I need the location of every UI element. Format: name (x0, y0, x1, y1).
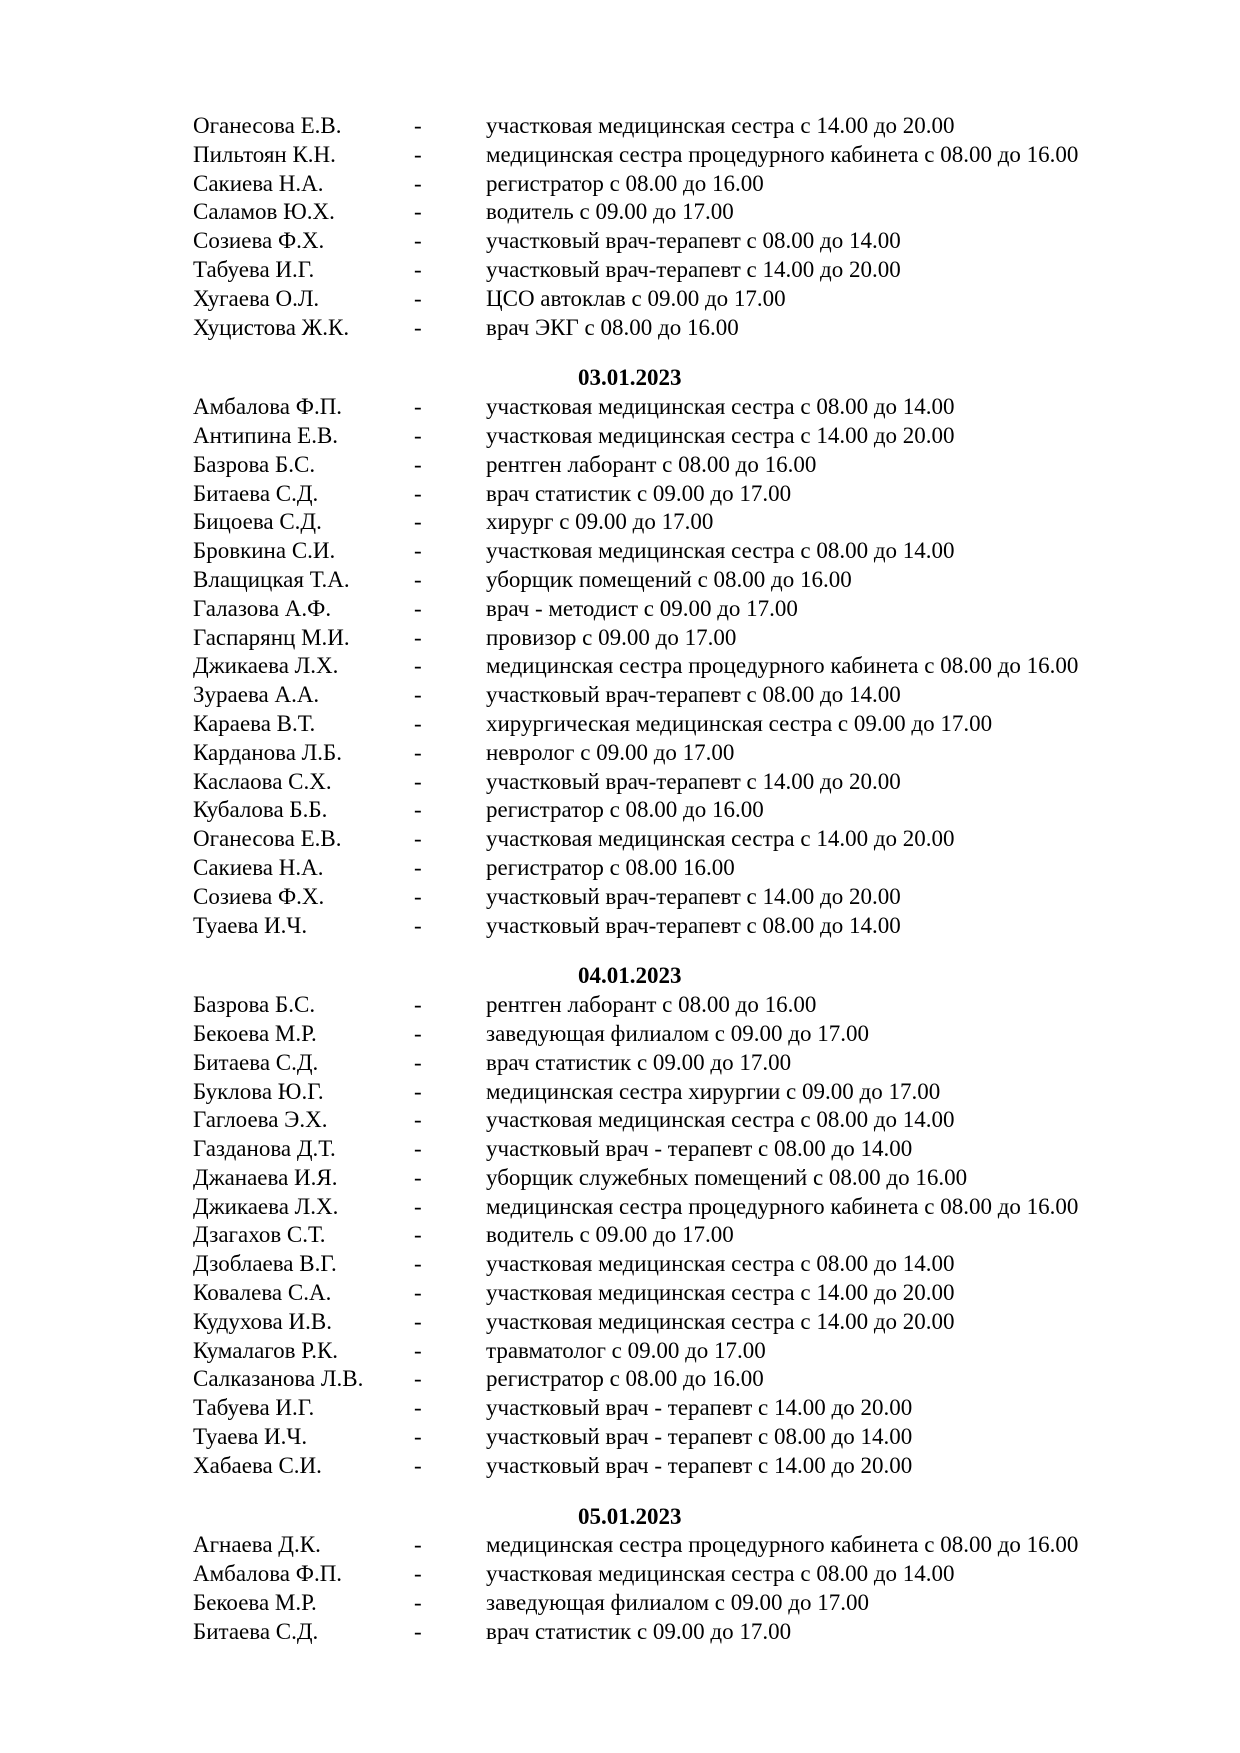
separator-dash: - (414, 113, 422, 138)
position-and-hours: участковая медицинская сестра с 08.00 до 14.00 (486, 538, 955, 564)
separator-dash: - (414, 422, 422, 448)
employee-name: Дзоблаева В.Г. (193, 1251, 337, 1277)
employee-name: Хуцистова Ж.К. (193, 314, 350, 340)
employee-name: Агнаева Д.К. (193, 1532, 321, 1558)
separator-dash: - (414, 653, 422, 679)
separator-dash: - (414, 566, 422, 592)
separator-dash: - (414, 1107, 422, 1133)
position-and-hours: участковая медицинская сестра с 14.00 до 20.00 (486, 113, 955, 138)
schedule-row (0, 1423, 1240, 1452)
position-and-hours: ЦСО автоклав с 09.00 до 17.00 (486, 285, 786, 311)
position-and-hours: врач ЭКГ с 08.00 до 16.00 (486, 314, 739, 340)
separator-dash: - (414, 1452, 422, 1478)
position-and-hours: участковый врач - терапевт с 08.00 до 14.00 (486, 1424, 913, 1450)
schedule-row (0, 508, 1240, 537)
position-and-hours: уборщик помещений с 08.00 до 16.00 (486, 566, 852, 592)
employee-name: Галазова А.Ф. (193, 595, 332, 621)
employee-name: Табуева И.Г. (193, 1395, 315, 1421)
separator-dash: - (414, 1532, 422, 1558)
employee-name: Амбалова Ф.П. (193, 1561, 343, 1587)
position-and-hours: врач статистик с 09.00 до 17.00 (486, 480, 792, 506)
schedule-row (0, 1394, 1240, 1423)
schedule-row (0, 422, 1240, 451)
employee-name: Карданова Л.Б. (193, 739, 342, 765)
separator-dash: - (414, 854, 422, 880)
schedule-row (0, 170, 1240, 199)
schedule-row (0, 256, 1240, 285)
position-and-hours: участковая медицинская сестра с 08.00 до 14.00 (486, 1107, 955, 1133)
separator-dash: - (414, 797, 422, 823)
separator-dash: - (414, 480, 422, 506)
schedule-row (0, 1308, 1240, 1337)
employee-name: Хугаева О.Л. (193, 285, 320, 311)
schedule-row (0, 1221, 1240, 1250)
position-and-hours: невролог с 09.00 до 17.00 (486, 739, 735, 765)
schedule-row (0, 480, 1240, 509)
schedule-row (0, 796, 1240, 825)
position-and-hours: рентген лаборант с 08.00 до 16.00 (486, 451, 817, 477)
employee-name: Туаева И.Ч. (193, 1424, 308, 1450)
employee-name: Ковалева С.А. (193, 1280, 332, 1306)
schedule-row (0, 1560, 1240, 1589)
employee-name: Пильтоян К.Н. (193, 141, 336, 167)
employee-name: Джанаева И.Я. (193, 1164, 338, 1190)
employee-name: Кудухова И.В. (193, 1308, 332, 1334)
position-and-hours: участковый врач - терапевт с 14.00 до 20.00 (486, 1452, 913, 1478)
schedule-row (0, 825, 1240, 854)
position-and-hours: медицинская сестра процедурного кабинета с 08.00 до 16.00 (486, 141, 1079, 167)
employee-name: Гаспарянц М.И. (193, 624, 350, 650)
separator-dash: - (414, 1366, 422, 1392)
schedule-row (0, 652, 1240, 681)
position-and-hours: участковый врач - терапевт с 14.00 до 20.00 (486, 1395, 913, 1421)
position-and-hours: медицинская сестра процедурного кабинета с 08.00 до 16.00 (486, 1532, 1079, 1558)
duty-schedule-page (0, 112, 1240, 1647)
position-and-hours: медицинская сестра процедурного кабинета с 08.00 до 16.00 (486, 1193, 1079, 1219)
schedule-row (0, 1452, 1240, 1481)
separator-dash: - (414, 826, 422, 852)
date-heading: 05.01.2023 (578, 1503, 682, 1529)
schedule-row (0, 768, 1240, 797)
position-and-hours: регистратор с 08.00 до 16.00 (486, 1366, 764, 1392)
schedule-row (0, 451, 1240, 480)
schedule-row (0, 1531, 1240, 1560)
schedule-row (0, 681, 1240, 710)
schedule-row (0, 1106, 1240, 1135)
position-and-hours: травматолог с 09.00 до 17.00 (486, 1337, 766, 1363)
position-and-hours: заведующая филиалом с 09.00 до 17.00 (486, 1020, 869, 1046)
schedule-row (0, 198, 1240, 227)
position-and-hours: участковая медицинская сестра с 14.00 до 20.00 (486, 826, 955, 852)
separator-dash: - (414, 1280, 422, 1306)
position-and-hours: хирург с 09.00 до 17.00 (486, 509, 714, 535)
position-and-hours: регистратор с 08.00 16.00 (486, 854, 735, 880)
separator-dash: - (414, 199, 422, 225)
position-and-hours: регистратор с 08.00 до 16.00 (486, 170, 764, 196)
position-and-hours: участковая медицинская сестра с 14.00 до 20.00 (486, 422, 955, 448)
separator-dash: - (414, 1561, 422, 1587)
schedule-row (0, 991, 1240, 1020)
employee-name: Влащицкая Т.А. (193, 566, 350, 592)
position-and-hours: хирургическая медицинская сестра с 09.00 до 17.00 (486, 710, 993, 736)
separator-dash: - (414, 170, 422, 196)
position-and-hours: уборщик служебных помещений с 08.00 до 16.00 (486, 1164, 968, 1190)
schedule-row (0, 285, 1240, 314)
employee-name: Караева В.Т. (193, 710, 316, 736)
separator-dash: - (414, 1424, 422, 1450)
employee-name: Туаева И.Ч. (193, 912, 308, 938)
position-and-hours: участковая медицинская сестра с 08.00 до 14.00 (486, 394, 955, 420)
employee-name: Буклова Ю.Г. (193, 1078, 324, 1104)
schedule-day-block (0, 962, 1240, 1480)
employee-name: Бровкина С.И. (193, 538, 336, 564)
separator-dash: - (414, 912, 422, 938)
position-and-hours: участковая медицинская сестра с 14.00 до 20.00 (486, 1280, 955, 1306)
schedule-row (0, 883, 1240, 912)
separator-dash: - (414, 285, 422, 311)
position-and-hours: водитель с 09.00 до 17.00 (486, 199, 734, 225)
employee-name: Каслаова С.Х. (193, 768, 332, 794)
employee-name: Антипина Е.В. (193, 422, 339, 448)
position-and-hours: регистратор с 08.00 до 16.00 (486, 797, 764, 823)
date-heading: 04.01.2023 (578, 963, 682, 989)
separator-dash: - (414, 256, 422, 282)
employee-name: Сакиева Н.А. (193, 170, 324, 196)
employee-name: Салказанова Л.В. (193, 1366, 364, 1392)
schedule-row (0, 1337, 1240, 1366)
separator-dash: - (414, 1395, 422, 1421)
employee-name: Дзагахов С.Т. (193, 1222, 326, 1248)
schedule-row (0, 566, 1240, 595)
position-and-hours: рентген лаборант с 08.00 до 16.00 (486, 992, 817, 1018)
separator-dash: - (414, 710, 422, 736)
separator-dash: - (414, 1337, 422, 1363)
schedule-day-block (0, 112, 1240, 342)
schedule-row (0, 1135, 1240, 1164)
schedule-row (0, 1078, 1240, 1107)
employee-name: Созиева Ф.Х. (193, 228, 325, 254)
employee-name: Хабаева С.И. (193, 1452, 322, 1478)
schedule-day-block (0, 364, 1240, 940)
position-and-hours: участковый врач-терапевт с 14.00 до 20.00 (486, 768, 901, 794)
schedule-row (0, 1250, 1240, 1279)
schedule-row (0, 595, 1240, 624)
position-and-hours: участковая медицинская сестра с 08.00 до 14.00 (486, 1561, 955, 1587)
separator-dash: - (414, 451, 422, 477)
schedule-row (0, 1618, 1240, 1647)
schedule-row (0, 314, 1240, 343)
separator-dash: - (414, 992, 422, 1018)
employee-name: Базрова Б.С. (193, 451, 316, 477)
employee-name: Созиева Ф.Х. (193, 883, 325, 909)
separator-dash: - (414, 739, 422, 765)
separator-dash: - (414, 883, 422, 909)
separator-dash: - (414, 314, 422, 340)
position-and-hours: участковый врач-терапевт с 08.00 до 14.00 (486, 228, 901, 254)
schedule-row (0, 1020, 1240, 1049)
separator-dash: - (414, 1222, 422, 1248)
separator-dash: - (414, 1618, 422, 1644)
employee-name: Зураева А.А. (193, 682, 320, 708)
schedule-row (0, 624, 1240, 653)
employee-name: Оганесова Е.В. (193, 113, 342, 138)
employee-name: Гаглоева Э.Х. (193, 1107, 328, 1133)
schedule-row (0, 710, 1240, 739)
employee-name: Газданова Д.Т. (193, 1136, 336, 1162)
position-and-hours: провизор с 09.00 до 17.00 (486, 624, 737, 650)
employee-name: Кубалова Б.Б. (193, 797, 328, 823)
separator-dash: - (414, 1136, 422, 1162)
separator-dash: - (414, 394, 422, 420)
schedule-row (0, 854, 1240, 883)
separator-dash: - (414, 624, 422, 650)
date-heading: 03.01.2023 (578, 365, 682, 391)
position-and-hours: заведующая филиалом с 09.00 до 17.00 (486, 1590, 869, 1616)
separator-dash: - (414, 1020, 422, 1046)
schedule-row (0, 227, 1240, 256)
schedule-row (0, 1589, 1240, 1618)
employee-name: Табуева И.Г. (193, 256, 315, 282)
separator-dash: - (414, 1251, 422, 1277)
position-and-hours: врач статистик с 09.00 до 17.00 (486, 1618, 792, 1644)
position-and-hours: участковый врач-терапевт с 14.00 до 20.00 (486, 256, 901, 282)
employee-name: Джикаева Л.Х. (193, 653, 339, 679)
employee-name: Бицоева С.Д. (193, 509, 322, 535)
employee-name: Амбалова Ф.П. (193, 394, 343, 420)
separator-dash: - (414, 509, 422, 535)
separator-dash: - (414, 595, 422, 621)
schedule-row (0, 141, 1240, 170)
employee-name: Оганесова Е.В. (193, 826, 342, 852)
separator-dash: - (414, 141, 422, 167)
employee-name: Бекоева М.Р. (193, 1590, 317, 1616)
position-and-hours: участковый врач - терапевт с 08.00 до 14.00 (486, 1136, 913, 1162)
schedule-row (0, 739, 1240, 768)
schedule-row (0, 1164, 1240, 1193)
separator-dash: - (414, 1049, 422, 1075)
employee-name: Саламов Ю.Х. (193, 199, 335, 225)
schedule-day-block (0, 1503, 1240, 1647)
separator-dash: - (414, 228, 422, 254)
schedule-row (0, 1049, 1240, 1078)
schedule-row (0, 537, 1240, 566)
position-and-hours: водитель с 09.00 до 17.00 (486, 1222, 734, 1248)
position-and-hours: медицинская сестра хирургии с 09.00 до 17.00 (486, 1078, 941, 1104)
position-and-hours: участковая медицинская сестра с 08.00 до 14.00 (486, 1251, 955, 1277)
employee-name: Битаева С.Д. (193, 480, 319, 506)
employee-name: Базрова Б.С. (193, 992, 316, 1018)
schedule-row (0, 912, 1240, 941)
schedule-row (0, 112, 1240, 141)
schedule-row (0, 1279, 1240, 1308)
schedule-row (0, 1193, 1240, 1222)
position-and-hours: участковый врач-терапевт с 08.00 до 14.00 (486, 912, 901, 938)
employee-name: Битаева С.Д. (193, 1618, 319, 1644)
separator-dash: - (414, 682, 422, 708)
separator-dash: - (414, 538, 422, 564)
separator-dash: - (414, 1590, 422, 1616)
schedule-row (0, 1365, 1240, 1394)
separator-dash: - (414, 1308, 422, 1334)
separator-dash: - (414, 768, 422, 794)
position-and-hours: врач статистик с 09.00 до 17.00 (486, 1049, 792, 1075)
employee-name: Кумалагов Р.К. (193, 1337, 339, 1363)
schedule-row (0, 393, 1240, 422)
separator-dash: - (414, 1193, 422, 1219)
separator-dash: - (414, 1078, 422, 1104)
employee-name: Сакиева Н.А. (193, 854, 324, 880)
employee-name: Битаева С.Д. (193, 1049, 319, 1075)
employee-name: Бекоева М.Р. (193, 1020, 317, 1046)
separator-dash: - (414, 1164, 422, 1190)
employee-name: Джикаева Л.Х. (193, 1193, 339, 1219)
position-and-hours: медицинская сестра процедурного кабинета с 08.00 до 16.00 (486, 653, 1079, 679)
position-and-hours: участковый врач-терапевт с 08.00 до 14.00 (486, 682, 901, 708)
position-and-hours: участковая медицинская сестра с 14.00 до 20.00 (486, 1308, 955, 1334)
position-and-hours: участковый врач-терапевт с 14.00 до 20.00 (486, 883, 901, 909)
position-and-hours: врач - методист с 09.00 до 17.00 (486, 595, 798, 621)
